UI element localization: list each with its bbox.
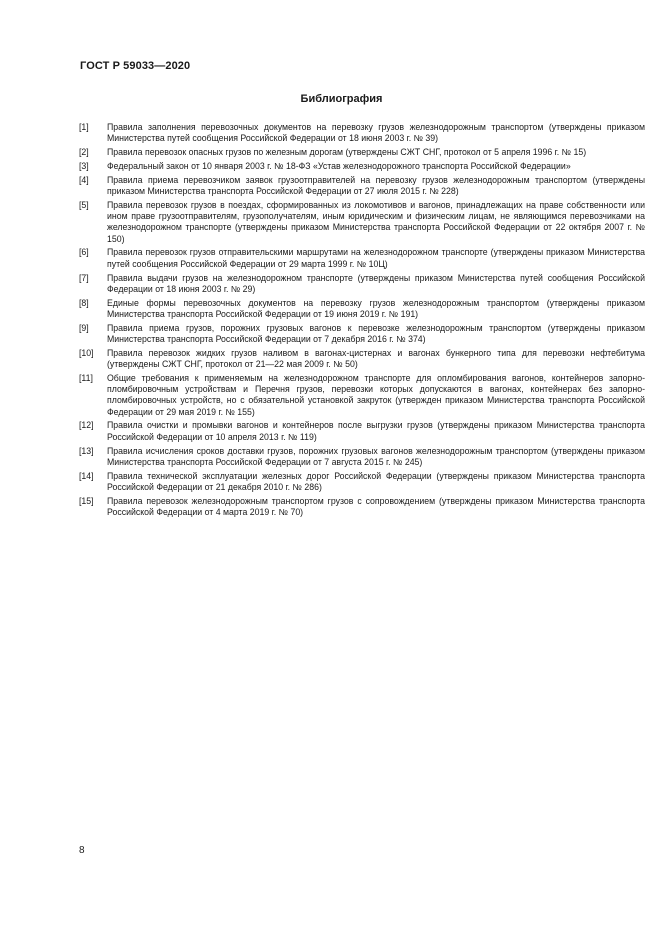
bibliography-entry-number: [3] [79,160,89,171]
page-number: 8 [79,845,85,856]
bibliography-entry-number: [2] [79,147,89,158]
bibliography-entry-text: Общие требования к применяемым на железнодорожном транспорте для опломбирования вагонов, контейнеров запорно-пломбировочным устройствам и Перечня грузов, перевозки которых допускаются в вагонах, контейнерах без запорно-пломбировочных устройств, но с обязательной установкой закруток (утвержден приказом Министерства транспорта Российской Федерации от 29 мая 2019 г. № 155) [107,372,645,417]
bibliography-entry-text: Правила перевозок железнодорожным транспортом грузов с сопровождением (утверждены приказом Министерства транспорта Российской Федерации от 4 марта 2019 г. № 70) [107,495,645,517]
bibliography-entry-number: [13] [79,445,94,456]
bibliography-entry-text: Правила перевозок опасных грузов по железным дорогам (утверждены СЖТ СНГ, протокол от 5 апреля 1996 г. № 15) [107,147,587,158]
bibliography-entry-number: [1] [79,122,89,132]
bibliography-entry-number: [4] [79,174,89,185]
bibliography-entry [79,122,645,144]
bibliography-entry-number: [10] [79,347,94,358]
section-title: Библиография [300,93,383,105]
bibliography-entry [79,175,645,197]
bibliography-entry-text: Правила заполнения перевозочных документов на перевозку грузов железнодорожным транспортом (утверждены приказом Министерства путей сообщения Российской Федерации от 18 июня 2003 г. № 39) [107,122,645,144]
bibliography-entry-text: Правила исчисления сроков доставки грузов, порожних грузовых вагонов железнодорожным транспортом (утверждены приказом Министерства транспорта Российской Федерации от 7 августа 2015 г. № 245) [107,445,645,467]
bibliography-entry-number: [6] [79,247,89,258]
bibliography-entry [79,496,645,518]
bibliography-entry [79,298,645,320]
bibliography-entry-number: [5] [79,199,89,210]
bibliography-entry-text: Правила перевозок грузов отправительскими маршрутами на железнодорожном транспорте (утверждены приказом Министерства путей сообщения Российской Федерации от 29 марта 1999 г. № 10Ц) [107,247,645,269]
bibliography-entry-text: Правила перевозок грузов в поездах, сформированных из локомотивов и вагонов, принадлежащих на праве собственности или ином праве грузоотправителям, грузополучателям, иным юридическим и физическим лицам, не являющимся перевозчиками на железнодорожном транспорте (утверждены приказом Министерства транспорта Российской Федерации от 22 октября 2007 г. № 150) [107,199,645,244]
bibliography-entry-number: [9] [79,322,89,333]
bibliography-entry-text: Правила приема грузов, порожних грузовых вагонов к перевозке железнодорожным транспортом (утверждены приказом Министерства транспорта Российской Федерации от 7 декабря 2016 г. № 374) [107,322,645,344]
bibliography-entry [79,420,645,442]
bibliography-entry-number: [8] [79,297,89,308]
bibliography-entry-text: Федеральный закон от 10 января 2003 г. № 18-ФЗ «Устав железнодорожного транспорта Российской Федерации» [107,160,571,171]
bibliography-entry-number: [7] [79,272,89,283]
bibliography-entry [79,471,645,493]
bibliography-entry [79,373,645,418]
bibliography-entry-number: [12] [79,420,94,431]
bibliography-entry [79,348,645,370]
bibliography-entry [79,161,645,172]
bibliography-entry [79,247,645,269]
bibliography-entry-number: [14] [79,470,94,481]
bibliography-list [79,122,645,521]
bibliography-entry-text: Правила приема перевозчиком заявок грузоотправителей на перевозку грузов железнодорожным транспортом (утверждены приказом Министерства транспорта Российской Федерации от 27 июля 2015 г. № 228) [107,174,645,197]
document-code: ГОСТ Р 59033—2020 [80,60,191,72]
bibliography-entry [79,147,645,158]
bibliography-entry-number: [15] [79,495,94,506]
bibliography-entry-text: Правила перевозок жидких грузов наливом в вагонах-цистернах и вагонах бункерного типа для перевозки нефтебитума (утверждены СЖТ СНГ, протокол от 21—22 мая 2009 г. № 50) [107,347,645,370]
bibliography-entry [79,200,645,245]
bibliography-entry [79,446,645,468]
bibliography-entry-text: Правила выдачи грузов на железнодорожном транспорте (утверждены приказом Министерства путей сообщения Российской Федерации от 18 июня 2003 г. № 29) [107,272,645,294]
bibliography-entry-text: Единые формы перевозочных документов на перевозку грузов железнодорожным транспортом (утверждены приказом Министерства транспорта Российской Федерации от 19 июня 2019 г. № 191) [107,297,645,319]
bibliography-entry-text: Правила очистки и промывки вагонов и контейнеров после выгрузки грузов (утверждены приказом Министерства транспорта Российской Федерации от 10 апреля 2013 г. № 119) [107,420,645,442]
bibliography-entry-text: Правила технической эксплуатации железных дорог Российской Федерации (утверждены приказом Министерства транспорта Российской Федерации от 21 декабря 2010 г. № 286) [107,470,645,492]
bibliography-entry [79,323,645,345]
bibliography-entry-number: [11] [79,372,93,383]
bibliography-entry [79,273,645,295]
